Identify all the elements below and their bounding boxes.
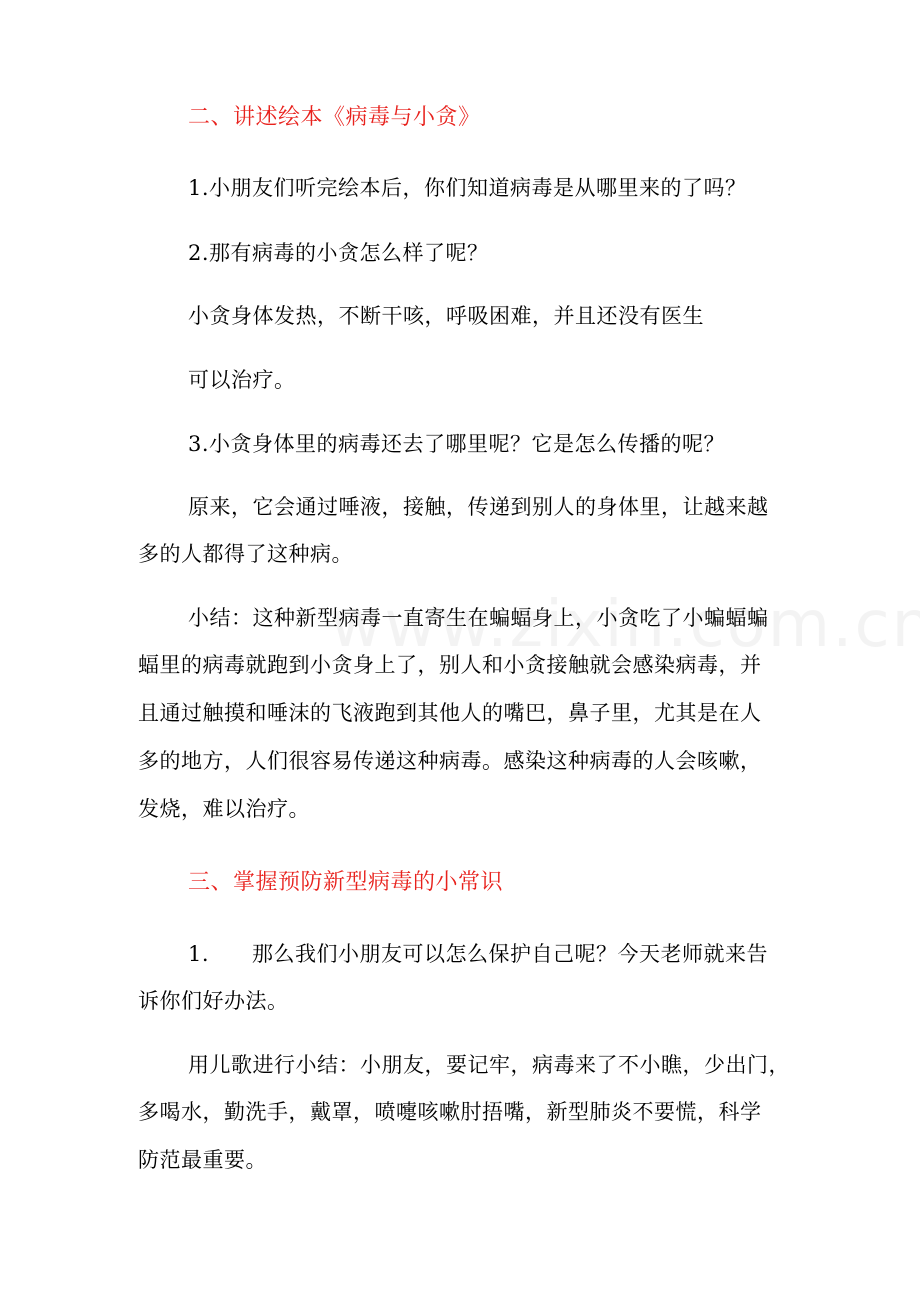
- summary-line-2: 蝠里的病毒就跑到小贪身上了，别人和小贪接触就会感染病毒，并: [138, 653, 762, 677]
- rhyme-line-2: 多喝水，勤洗手，戴罩，喷嚏咳嗽肘捂嘴，新型肺炎不要慌，科学: [138, 1100, 762, 1124]
- summary-line-3: 且通过触摸和唾沫的飞液跑到其他人的嘴巴，鼻子里，尤其是在人: [138, 701, 762, 725]
- summary-line-1: 小结：这种新型病毒一直寄生在蝙蝠身上，小贪吃了小蝙蝠蝙: [188, 606, 769, 630]
- section-3-heading: 三、掌握预防新型病毒的小常识: [188, 870, 504, 895]
- rhyme-line-1: 用儿歌进行小结：小朋友，要记牢，病毒来了不小瞧，少出门，: [188, 1053, 790, 1077]
- question-1: 1.小朋友们听完绘本后，你们知道病毒是从哪里来的了吗？: [188, 176, 747, 200]
- item-1-line-1: 1. 那么我们小朋友可以怎么保护自己呢？今天老师就来告: [188, 942, 769, 966]
- question-2: 2.那有病毒的小贪怎么样了呢？: [188, 241, 489, 265]
- item-1-line-2: 诉你们好办法。: [138, 989, 289, 1013]
- question-3: 3.小贪身体里的病毒还去了哪里呢？它是怎么传播的呢？: [188, 432, 726, 456]
- summary-line-5: 发烧，难以治疗。: [138, 797, 310, 821]
- answer-2-line-2: 可以治疗。: [188, 368, 296, 392]
- section-2-heading: 二、讲述绘本《病毒与小贪》: [188, 105, 481, 130]
- rhyme-line-3: 防范最重要。: [138, 1148, 267, 1172]
- answer-3-line-1: 原来，它会通过唾液，接触，传递到别人的身体里，让越来越: [188, 495, 769, 519]
- answer-3-line-2: 多的人都得了这种病。: [138, 542, 353, 566]
- answer-2-line-1: 小贪身体发热，不断干咳，呼吸困难，并且还没有医生: [188, 304, 704, 328]
- summary-line-4: 多的地方，人们很容易传递这种病毒。感染这种病毒的人会咳嗽，: [138, 749, 762, 773]
